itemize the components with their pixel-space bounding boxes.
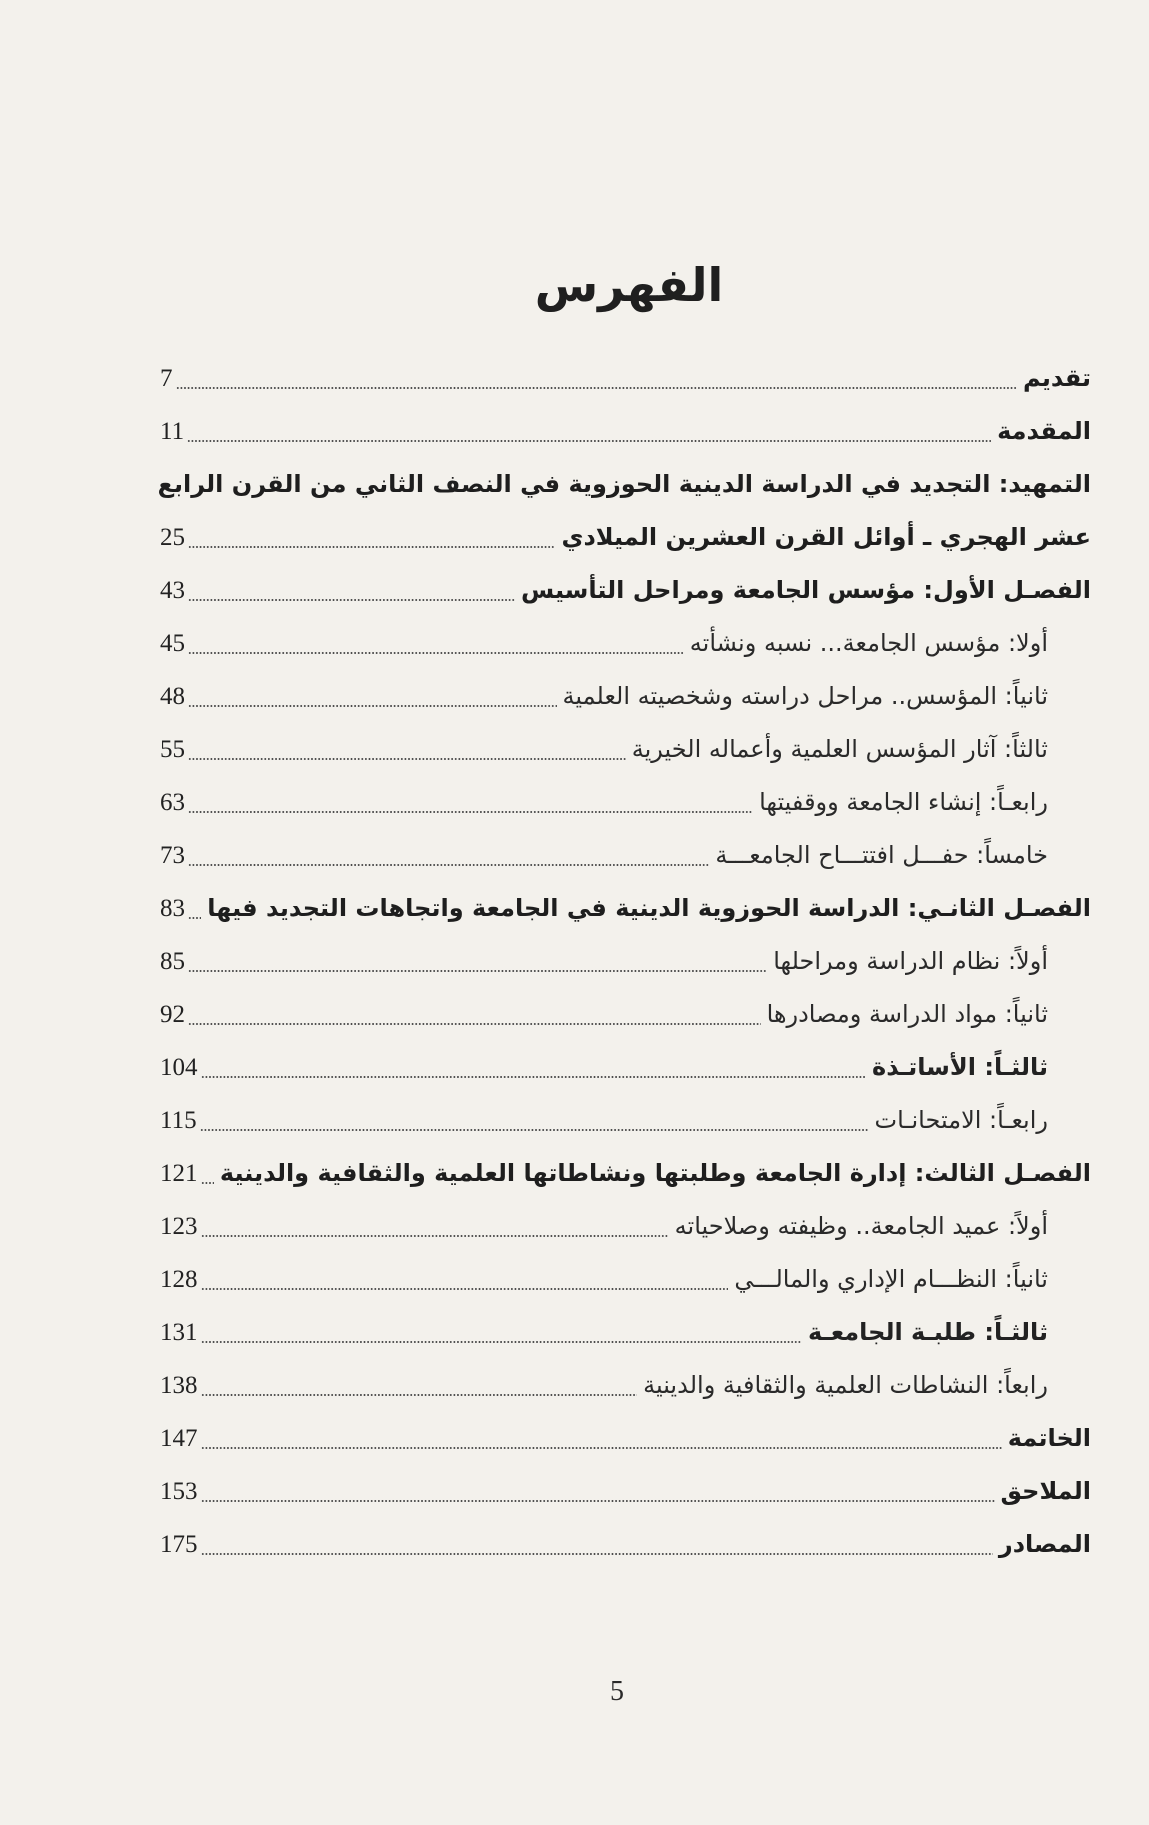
dot-leader — [188, 598, 515, 602]
dot-leader — [188, 651, 684, 655]
toc-entry-page: 11 — [160, 418, 185, 445]
toc-entry-page: 128 — [160, 1266, 198, 1293]
toc-entry — [160, 352, 1091, 405]
dot-leader — [176, 386, 1018, 390]
toc-sub-entry — [160, 1306, 1091, 1359]
toc-sub-entry — [160, 776, 1091, 829]
dot-leader — [188, 916, 201, 920]
table-of-contents — [157, 352, 1091, 1571]
toc-entry-label: ثانياً: مواد الدراسة ومصادرها — [766, 1000, 1048, 1028]
dot-leader — [201, 1499, 995, 1503]
toc-chapter-entry — [160, 1147, 1091, 1200]
toc-entry — [160, 1518, 1091, 1571]
toc-entry — [160, 1412, 1091, 1465]
toc-entry — [160, 511, 1091, 564]
dot-leader — [201, 1075, 867, 1079]
dot-leader — [201, 1181, 214, 1185]
dot-leader — [187, 439, 991, 443]
toc-entry-page: 175 — [160, 1531, 198, 1558]
toc-entry-page: 48 — [160, 683, 185, 710]
toc-entry-page: 138 — [160, 1372, 198, 1399]
toc-entry-label: الملاحق — [1000, 1477, 1091, 1505]
toc-chapter-entry — [160, 564, 1091, 617]
toc-entry-label: ثالثـاً: طلبـة الجامعـة — [807, 1318, 1048, 1346]
toc-title: الفهرس — [534, 258, 724, 312]
toc-entry-label: رابعاً: النشاطات العلمية والثقافية والدينية — [643, 1371, 1048, 1399]
toc-entry-label-continued: عشر الهجري ـ أوائل القرن العشرين الميلادي — [561, 523, 1091, 551]
toc-entry-page: 55 — [160, 736, 185, 763]
toc-entry-page: 123 — [160, 1213, 198, 1240]
toc-sub-entry — [160, 935, 1091, 988]
toc-entry-label: ثانياً: النظـــام الإداري والمالـــي — [734, 1265, 1048, 1293]
toc-entry-page: 104 — [160, 1054, 198, 1081]
toc-entry-page: 115 — [160, 1107, 197, 1134]
toc-entry-label: أولاً: نظام الدراسة ومراحلها — [773, 947, 1048, 975]
toc-entry-label: أولاً: عميد الجامعة.. وظيفته وصلاحياته — [674, 1212, 1048, 1240]
dot-leader — [201, 1393, 638, 1397]
dot-leader — [188, 1022, 761, 1026]
toc-entry-page: 121 — [160, 1160, 198, 1187]
toc-entry-page: 153 — [160, 1478, 198, 1505]
toc-sub-entry — [160, 988, 1091, 1041]
toc-sub-entry — [160, 829, 1091, 882]
dot-leader — [201, 1234, 669, 1238]
toc-entry-label: رابعـاً: إنشاء الجامعة ووقفيتها — [759, 788, 1048, 816]
toc-entry-label: ثالثـاً: الأساتـذة — [872, 1053, 1048, 1081]
toc-entry-page: 83 — [160, 895, 185, 922]
dot-leader — [188, 969, 767, 973]
toc-entry-label: المصادر — [998, 1530, 1091, 1558]
toc-entry-label: أولا: مؤسس الجامعة... نسبه ونشأته — [689, 629, 1048, 657]
dot-leader — [188, 863, 709, 867]
toc-sub-entry — [160, 1359, 1091, 1412]
toc-entry-page: 7 — [160, 365, 173, 392]
toc-sub-entry — [160, 670, 1091, 723]
toc-entry-label: ثالثاً: آثار المؤسس العلمية وأعماله الخيرية — [631, 735, 1048, 763]
dot-leader — [201, 1446, 1002, 1450]
toc-sub-entry — [160, 1094, 1091, 1147]
toc-entry-page: 92 — [160, 1001, 185, 1028]
toc-entry-label: الفصـل الثالث: إدارة الجامعة وطلبتها ونشاطاتها العلمية والثقافية والدينية — [219, 1159, 1091, 1187]
toc-entry-label: التمهيد: التجديد في الدراسة الدينية الحوزوية في النصف الثاني من القرن الرابع — [157, 470, 1091, 498]
toc-sub-entry — [160, 617, 1091, 670]
toc-sub-entry — [160, 1041, 1091, 1094]
toc-entry-page: 147 — [160, 1425, 198, 1452]
toc-entry-label: تقديم — [1023, 364, 1091, 392]
toc-entry-label: خامساً: حفـــل افتتـــاح الجامعـــة — [715, 841, 1048, 869]
toc-entry-label: المقدمة — [997, 417, 1091, 445]
dot-leader — [201, 1552, 993, 1556]
dot-leader — [200, 1128, 869, 1132]
toc-entry-label: الفصـل الأول: مؤسس الجامعة ومراحل التأسيس — [521, 576, 1091, 604]
toc-entry-page: 43 — [160, 577, 185, 604]
dot-leader — [188, 757, 626, 761]
toc-sub-entry — [160, 1253, 1091, 1306]
toc-entry — [160, 1465, 1091, 1518]
toc-entry-label: ثانياً: المؤسس.. مراحل دراسته وشخصيته العلمية — [562, 682, 1048, 710]
toc-entry-label: الفصـل الثانـي: الدراسة الحوزوية الدينية في الجامعة واتجاهات التجديد فيها — [207, 894, 1091, 922]
toc-entry-page: 73 — [160, 842, 185, 869]
toc-entry-label: الخاتمة — [1007, 1424, 1091, 1452]
page-number: 5 — [610, 1676, 624, 1707]
dot-leader — [188, 545, 555, 549]
toc-entry-page: 45 — [160, 630, 185, 657]
toc-entry-first-line — [157, 458, 1091, 511]
toc-entry-page: 131 — [160, 1319, 198, 1346]
toc-sub-entry — [160, 723, 1091, 776]
dot-leader — [201, 1340, 802, 1344]
toc-sub-entry — [160, 1200, 1091, 1253]
toc-entry-page: 85 — [160, 948, 185, 975]
dot-leader — [188, 810, 753, 814]
dot-leader — [188, 704, 557, 708]
toc-entry-page: 63 — [160, 789, 185, 816]
toc-entry-page: 25 — [160, 524, 185, 551]
toc-chapter-entry — [160, 882, 1091, 935]
toc-entry-label: رابعـاً: الامتحانـات — [874, 1106, 1048, 1134]
dot-leader — [201, 1287, 729, 1291]
toc-entry — [160, 405, 1091, 458]
